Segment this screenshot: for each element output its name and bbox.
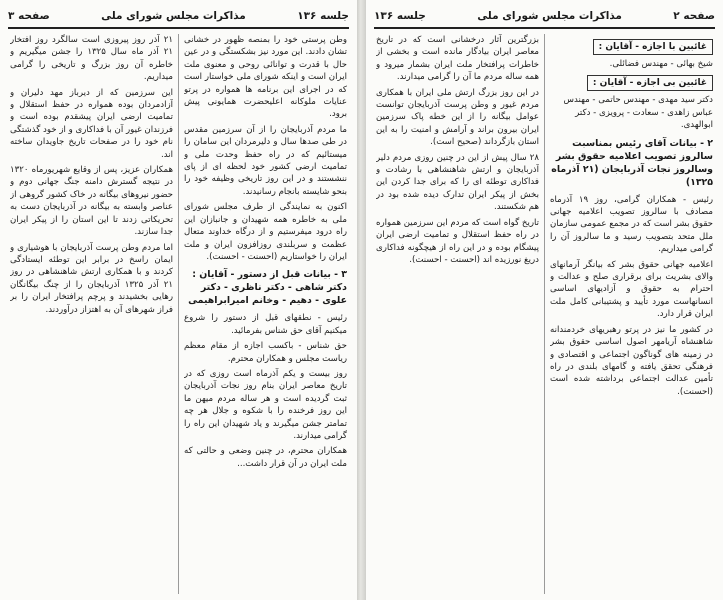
paragraph: در این روز بزرگ ارتش ملی ایران با همکاری مردم غیور و وطن پرست آذربایجان توانست عوامل بیگانه را از این خطه پاک سرزمین ایران بیرون براند و آرامش و امنیت را به این استان بازگرداند (صحیح است). — [376, 87, 539, 148]
paragraph: ۲۱ آذر روز پیروزی است سالگرد روز افتخار ۲۱ آذر ماه سال ۱۳۲۵ را جشن میگیریم و خاطره آن روز بزرگ و تاریخی را گرامی میداریم. — [10, 35, 173, 83]
left-page-header — [8, 5, 349, 29]
right-page-left-column — [376, 34, 539, 594]
right-page-right-column — [550, 34, 713, 594]
paragraph: ما مردم آذربایجان را از آن سرزمین مقدس در طی صدها سال و دلیرمردان این سامان را میستائیم که در راه حفظ وحدت ملی و تمامیت ارضی کشور خود لحظه ای از پای ننشستند و در این روز تاریخی وظیفه خود را بنحو شایسته بانجام رسانیدند. — [184, 124, 347, 197]
column-divider — [178, 34, 179, 594]
paragraph: اکنون به نمایندگی از طرف مجلس شورای ملی به خاطره همه شهیدان و جانبازان این راه درود میفرستیم و از درگاه خداوند متعال عظمت و سربلندی روزافزون ایران و ملت ایران را خواستاریم (احسنت - احسنت). — [184, 202, 347, 262]
paragraph: رئیس - نطقهای قبل از دستور را شروع میکنیم آقای حق شناس بفرمائید. — [184, 313, 347, 336]
absent-with-permission-names: شیخ بهائی - مهندس فضائلی. — [609, 59, 713, 69]
column-divider — [544, 34, 545, 594]
paragraph: همکاران محترم، در چنین وضعی و حالتی که ملت ایران در آن قرار داشت... — [184, 446, 347, 469]
book-gutter — [357, 0, 366, 600]
left-page-title: مذاکرات مجلس شورای ملی — [101, 10, 246, 22]
right-page-title: مذاکرات مجلس شورای ملی — [477, 10, 622, 22]
absent-without-permission-label: غائبین بی اجازه - آقایان : — [587, 75, 713, 91]
paragraph: بزرگترین آثار درخشانی است که در تاریخ معاصر ایران بیادگار مانده است و بخشی از خاطرات پرافتخار ملت ایران بشمار میرود و همه ساله مردم ما آن را گرامی میدارند. — [376, 35, 539, 83]
left-page-left-column — [10, 34, 173, 594]
absent-with-permission-label: غائبین با اجازه - آقایان : — [593, 39, 713, 55]
section-heading: ۳ - بیانات قبل از دستور - آقایان : دکتر شاهی - دکتر ناظری - دکتر علوی - دهیم - وخانم امیرابراهیمی — [188, 269, 347, 307]
paragraph: رئیس - همکاران گرامی، روز ۱۹ آذرماه مصادف با سالروز تصویب اعلامیه جهانی حقوق بشر است که در مجمع عمومی سازمان ملل متحد بتصویب رسید و ما سالروز آن را گرامی میداریم. — [550, 194, 713, 255]
paragraph: حق شناس - باکسب اجازه از مقام معظم ریاست مجلس و همکاران محترم. — [184, 341, 347, 364]
paragraph: در کشور ما نیز در پرتو رهبریهای خردمندانه شاهنشاه آریامهر اصول اساسی حقوق بشر در زمینه های گوناگون اجتماعی و اقتصادی و فرهنگی تحقق یافته و گامهای بلندی در راه تأمین عدالت اجتماعی برداشته شده است (احسنت). — [550, 324, 713, 397]
paragraph: روز بیست و یکم آذرماه است روزی که در تاریخ معاصر ایران بنام روز نجات آذربایجان ثبت گردیده است و هر ساله مردم میهن ما این روز فرخنده را با شکوه و جلال هر چه تمامتر جشن میگیرند و یاد شهیدان این راه را گرامی میدارند. — [184, 368, 347, 441]
left-session-number: جلسه ۱۳۶ — [297, 10, 349, 22]
right-page — [366, 0, 723, 600]
left-page — [0, 0, 357, 600]
left-page-number: صفحه ۳ — [8, 10, 50, 22]
paragraph: این سرزمین که از دیرباز مهد دلیران و آزادمردان بوده همواره در حفظ استقلال و تمامیت ارضی ایران پیشقدم بوده است و فرزندان غیور آن با فداکاری و از خود گذشتگی نام خود را در صفحات تاریخ جاویدان ساخته اند. — [10, 87, 173, 160]
paragraph: اعلامیه جهانی حقوق بشر که بیانگر آرمانهای والای بشریت برای برقراری صلح و عدالت و احترام به حقوق و آزادیهای اساسی انسانهاست مورد تأیید و پشتیبانی کامل ملت ایران قرار دارد. — [550, 259, 713, 320]
paragraph: ۲۸ سال پیش از این در چنین روزی مردم دلیر آذربایجان و ارتش شاهنشاهی با رشادت و فداکاری توطئه ای را که برای جدا کردن این بخش از پیکر ایران تدارک دیده شده بود در هم شکستند. — [376, 152, 539, 213]
paragraph: همکاران عزیز، پس از وقایع شهریورماه ۱۳۲۰ در نتیجه گسترش دامنه جنگ جهانی دوم و حضور نیروهای بیگانه در خاک کشور گروهی از عناصر وابسته به بیگانه در آذربایجان دست به تحریکاتی زدند تا این استان را از پیکر ایران جدا سازند. — [10, 165, 173, 238]
paragraph: اما مردم وطن پرست آذربایجان با هوشیاری و ایمان راسخ در برابر این توطئه ایستادگی کردند و با همکاری ارتش شاهنشاهی در روز ۲۱ آذر ۱۳۲۵ آذربایجان را از چنگ بیگانگان رهایی بخشیدند و پرچم پرافتخار ایران را بر فراز شهرهای آن به اهتزاز درآوردند. — [10, 242, 173, 315]
absent-without-permission-names: دکتر سید مهدی - مهندس حاتمی - مهندس عباس زاهدی - سعادت - پرویزی - دکتر ابوالهدی. — [563, 95, 713, 131]
paragraph: تاریخ گواه است که مردم این سرزمین همواره در راه حفظ استقلال و تمامیت ارضی ایران پیشگام بوده و در این راه از هیچگونه فداکاری دریغ نورزیده اند (احسنت - احسنت). — [376, 217, 539, 265]
right-page-header — [374, 5, 715, 29]
right-session-number: جلسه ۱۳۶ — [374, 10, 426, 22]
right-page-columns — [376, 34, 713, 594]
section-heading: ۲ - بیانات آقای رئیس بمناسبت سالروز تصویب اعلامیه حقوق بشر وسالروز نجات آذربایجان (۲۱ آذرماه ۱۳۲۵) — [551, 137, 713, 188]
right-page-number: صفحه ۲ — [673, 10, 715, 22]
left-page-columns — [10, 34, 347, 594]
paragraph: وطن پرستی خود را بمنصه ظهور در خشانی تشان دادند. این مورد نیز بشکستگی و در عین حال با قدرت و توانائی روحی و معنوی ملت ایران است و اینکه شورای ملی خواستار است که در اجرای این برنامه ها همواره در پرتو عنایات ملوکانه اعلیحضرت همایونی پیش برود. — [184, 35, 347, 120]
left-page-right-column — [184, 34, 347, 594]
